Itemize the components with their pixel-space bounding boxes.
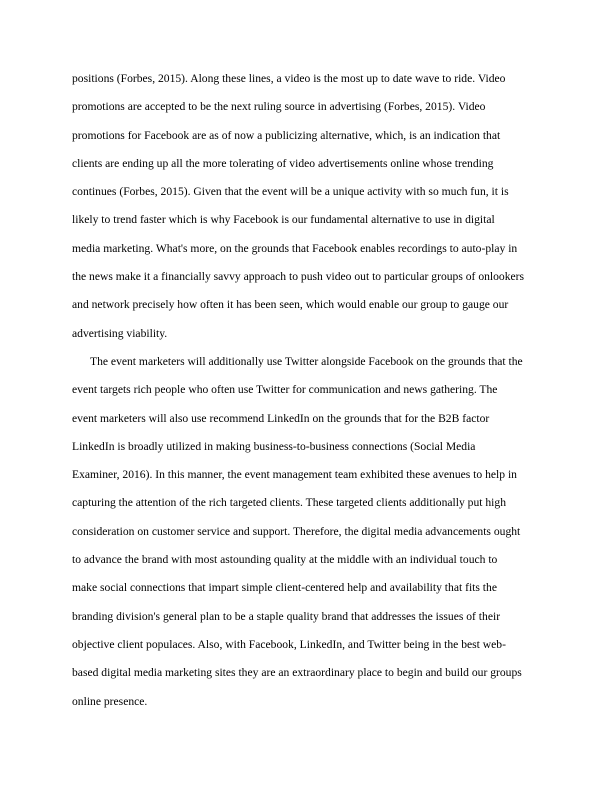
text-line: and network precisely how often it has been seen, which would enable our group to gauge our	[72, 298, 509, 312]
text-line: capturing the attention of the rich targeted clients. These targeted clients additionally put high	[72, 496, 506, 510]
text-line: objective client populaces. Also, with Facebook, LinkedIn, and Twitter being in the best web-	[72, 637, 506, 651]
text-line: advertising viability.	[72, 326, 168, 340]
text-line: based digital media marketing sites they are an extraordinary place to begin and build our groups	[72, 666, 522, 680]
text-line: the news make it a financially savvy approach to push video out to particular groups of onlookers	[72, 270, 525, 284]
text-line: promotions for Facebook are as of now a publicizing alternative, which, is an indication that	[72, 128, 501, 142]
paragraph-1	[72, 70, 542, 353]
paragraph-2	[72, 353, 542, 721]
text-line: The event marketers will additionally use Twitter alongside Facebook on the grounds that the	[90, 354, 523, 368]
text-line: event targets rich people who often use Twitter for communication and news gathering. The	[72, 383, 498, 397]
text-line: event marketers will also use recommend LinkedIn on the grounds that for the B2B factor	[72, 411, 490, 425]
text-line: continues (Forbes, 2015). Given that the event will be a unique activity with so much fun, it is	[72, 185, 509, 199]
text-line: promotions are accepted to be the next ruling source in advertising (Forbes, 2015). Video	[72, 100, 486, 114]
text-line: media marketing. What's more, on the grounds that Facebook enables recordings to auto-play in	[72, 241, 518, 255]
text-line: likely to trend faster which is why Facebook is our fundamental alternative to use in digital	[72, 213, 495, 227]
text-line: to advance the brand with most astounding quality at the middle with an individual touch to	[72, 553, 498, 567]
body-text	[72, 70, 542, 721]
text-line: consideration on customer service and support. Therefore, the digital media advancements ought	[72, 524, 521, 538]
text-line: branding division's general plan to be a staple quality brand that addresses the issues of their	[72, 609, 501, 623]
text-line: clients are ending up all the more tolerating of video advertisements online whose trending	[72, 156, 494, 170]
text-line: LinkedIn is broadly utilized in making business-to-business connections (Social Media	[72, 439, 476, 453]
text-line: make social connections that impart simple client-centered help and availability that fits the	[72, 581, 497, 595]
text-line: positions (Forbes, 2015). Along these lines, a video is the most up to date wave to ride. Video	[72, 72, 506, 85]
text-line: Examiner, 2016). In this manner, the event management team exhibited these avenues to help in	[72, 468, 517, 482]
text-line: online presence.	[72, 694, 148, 708]
